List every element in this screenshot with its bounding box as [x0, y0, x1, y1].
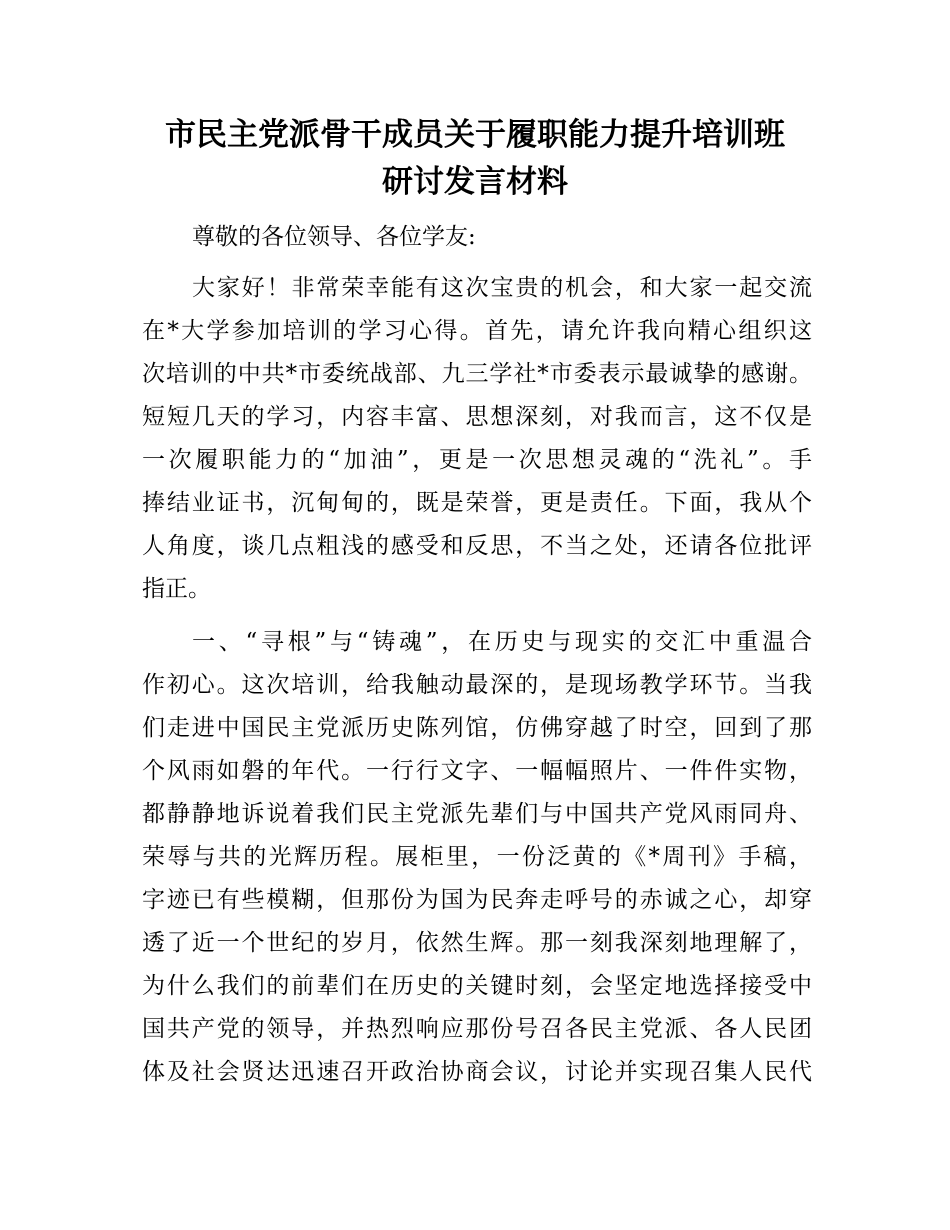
salutation: 尊敬的各位领导、各位学友:	[192, 224, 476, 250]
paragraph-2-line: 体及社会贤达迅速召开政治协商会议，讨论并实现召集人民代	[142, 1059, 812, 1085]
paragraph-2-line: 们走进中国民主党派历史陈列馆，仿佛穿越了时空，回到了那	[142, 715, 812, 741]
paragraph-2-line: 为什么我们的前辈们在历史的关键时刻，会坚定地选择接受中	[142, 973, 812, 999]
paragraph-2-line: 荣辱与共的光辉历程。展柜里，一份泛黄的《*周刊》手稿，	[142, 844, 812, 870]
document-title-line-2: 研讨发言材料	[382, 164, 568, 200]
paragraph-1-line: 指正。	[142, 576, 211, 602]
paragraph-2-line: 都静静地诉说着我们民主党派先辈们与中国共产党风雨同舟、	[142, 801, 812, 827]
paragraph-1-line: 短短几天的学习，内容丰富、思想深刻，对我而言，这不仅是	[142, 404, 812, 430]
paragraph-2-line: 透了近一个世纪的岁月，依然生辉。那一刻我深刻地理解了，	[142, 930, 812, 956]
paragraph-1-line: 捧结业证书，沉甸甸的，既是荣誉，更是责任。下面，我从个	[142, 490, 812, 516]
paragraph-1-line: 一次履职能力的“加油”，更是一次思想灵魂的“洗礼”。手	[142, 447, 812, 473]
paragraph-2-line: 个风雨如磐的年代。一行行文字、一幅幅照片、一件件实物，	[142, 758, 812, 784]
paragraph-1-line: 在*大学参加培训的学习心得。首先，请允许我向精心组织这	[142, 318, 812, 344]
paragraph-2-line: 一、“寻根”与“铸魂”，在历史与现实的交汇中重温合	[192, 629, 812, 655]
paragraph-2-line: 字迹已有些模糊，但那份为国为民奔走呼号的赤诚之心，却穿	[142, 887, 812, 913]
paragraph-1-line: 大家好！非常荣幸能有这次宝贵的机会，和大家一起交流	[192, 275, 812, 301]
paragraph-1-line: 次培训的中共*市委统战部、九三学社*市委表示最诚挚的感谢。	[142, 361, 812, 387]
document-title-line-1: 市民主党派骨干成员关于履职能力提升培训班	[165, 117, 785, 153]
paragraph-1-line: 人角度，谈几点粗浅的感受和反思，不当之处，还请各位批评	[142, 533, 812, 559]
paragraph-2-line: 国共产党的领导，并热烈响应那份号召各民主党派、各人民团	[142, 1016, 812, 1042]
paragraph-2-line: 作初心。这次培训，给我触动最深的，是现场教学环节。当我	[142, 672, 812, 698]
